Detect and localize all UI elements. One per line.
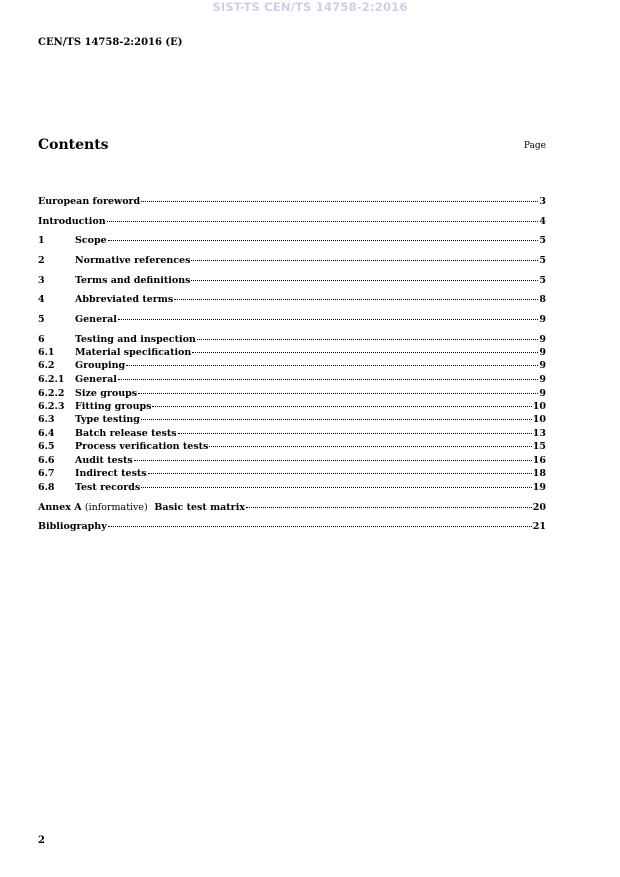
- toc-entry[interactable]: [38, 275, 546, 287]
- toc-entry[interactable]: [38, 441, 546, 453]
- toc-entry-title: Indirect tests: [75, 468, 147, 479]
- dot-leader: [191, 279, 538, 281]
- dot-leader: [192, 351, 538, 353]
- document-id: CEN/TS 14758-2:2016 (E): [38, 37, 183, 48]
- toc-entry[interactable]: [38, 502, 546, 514]
- toc-entry-title: Bibliography: [38, 521, 107, 532]
- toc-entry-page: 13: [532, 428, 546, 439]
- toc-entry-number: 6.8: [38, 482, 55, 493]
- toc-entry-title: Test records: [75, 482, 141, 493]
- toc-entry-number: 6.2.2: [38, 388, 65, 399]
- toc-entry-title: Type testing: [75, 414, 140, 425]
- toc-entry-title: Abbreviated terms: [75, 294, 174, 305]
- dot-leader: [148, 472, 532, 474]
- annex-type: (informative): [84, 502, 148, 513]
- toc-entry-page: 3: [539, 196, 546, 207]
- toc-entry-page: 9: [539, 374, 546, 385]
- dot-leader: [152, 405, 531, 407]
- dot-leader: [138, 392, 538, 394]
- toc-entry[interactable]: [38, 388, 546, 400]
- toc-entry-title: Introduction: [38, 216, 106, 227]
- toc-entry-page: 9: [539, 347, 546, 358]
- toc-entry-title: Grouping: [75, 360, 126, 371]
- toc-entry-number: 6.2.1: [38, 374, 65, 385]
- toc-entry[interactable]: [38, 428, 546, 440]
- toc-entry-page: 19: [532, 482, 546, 493]
- toc-entry-number: 6.6: [38, 455, 55, 466]
- toc-entry-page: 15: [532, 441, 546, 452]
- toc-entry-page: 9: [539, 388, 546, 399]
- dot-leader: [107, 220, 539, 222]
- toc-entry[interactable]: [38, 216, 546, 228]
- toc-entry-number: 3: [38, 275, 45, 286]
- toc-entry-title: General: [75, 374, 117, 385]
- toc-entry-page: 21: [532, 521, 546, 532]
- toc-entry[interactable]: [38, 360, 546, 372]
- toc-entry-number: 6: [38, 334, 45, 345]
- toc-entry-number: 6.7: [38, 468, 55, 479]
- dot-leader: [141, 200, 538, 202]
- toc-entry[interactable]: [38, 294, 546, 306]
- toc-entry-title: Material specification: [75, 347, 192, 358]
- toc-entry[interactable]: [38, 401, 546, 413]
- toc-entry-title: [38, 502, 245, 514]
- dot-leader: [191, 259, 538, 261]
- toc-entry-title: Terms and definitions: [75, 275, 191, 286]
- toc-entry-page: 10: [532, 401, 546, 412]
- dot-leader: [246, 506, 532, 508]
- toc-entry-number: 6.2: [38, 360, 55, 371]
- toc-entry-page: 5: [539, 275, 546, 286]
- toc-entry[interactable]: [38, 521, 546, 533]
- toc-entry-title: Size groups: [75, 388, 138, 399]
- watermark: SIST-TS CEN/TS 14758-2:2016: [212, 0, 408, 14]
- dot-leader: [197, 338, 539, 340]
- toc-entry-title: General: [75, 314, 117, 325]
- toc-entry-page: 5: [539, 255, 546, 266]
- toc-entry-title: Fitting groups: [75, 401, 152, 412]
- toc-entry[interactable]: [38, 482, 546, 494]
- toc-entry-number: 6.1: [38, 347, 55, 358]
- toc-entry[interactable]: [38, 468, 546, 480]
- toc-entry[interactable]: [38, 347, 546, 359]
- toc-entry-number: 6.4: [38, 428, 55, 439]
- toc-entry[interactable]: [38, 414, 546, 426]
- dot-leader: [126, 364, 538, 366]
- dot-leader: [118, 378, 538, 380]
- toc-entry-title: Batch release tests: [75, 428, 177, 439]
- dot-leader: [174, 298, 538, 300]
- page-column-label: Page: [523, 141, 546, 151]
- toc-entry-number: 6.3: [38, 414, 55, 425]
- toc-entry[interactable]: [38, 196, 546, 208]
- toc-entry-number: 4: [38, 294, 45, 305]
- toc-entry-number: 6.2.3: [38, 401, 65, 412]
- contents-heading: Contents: [38, 137, 109, 153]
- toc-entry[interactable]: [38, 255, 546, 267]
- toc-entry-page: 18: [532, 468, 546, 479]
- page-number: 2: [38, 835, 45, 846]
- toc-entry-number: 2: [38, 255, 45, 266]
- toc-entry-page: 9: [539, 360, 546, 371]
- dot-leader: [141, 486, 532, 488]
- dot-leader: [108, 239, 539, 241]
- toc-entry-title: Testing and inspection: [75, 334, 196, 345]
- annex-title: Basic test matrix: [147, 502, 245, 513]
- dot-leader: [178, 432, 532, 434]
- toc-entry-title: European foreword: [38, 196, 141, 207]
- toc-entry-page: 5: [539, 235, 546, 246]
- toc-entry-number: 1: [38, 235, 45, 246]
- toc-entry-page: 20: [532, 502, 546, 513]
- toc-entry[interactable]: [38, 374, 546, 386]
- dot-leader: [209, 445, 531, 447]
- annex-label: Annex A: [38, 502, 85, 513]
- toc-entry-title: Audit tests: [75, 455, 133, 466]
- toc-entry-title: Normative references: [75, 255, 191, 266]
- toc-entry-page: 4: [539, 216, 546, 227]
- toc-entry[interactable]: [38, 314, 546, 326]
- toc-entry-page: 8: [539, 294, 546, 305]
- dot-leader: [108, 525, 532, 527]
- toc-entry[interactable]: [38, 334, 546, 346]
- toc-entry-page: 10: [532, 414, 546, 425]
- toc-entry-title: Process verification tests: [75, 441, 209, 452]
- dot-leader: [118, 318, 538, 320]
- toc-entry[interactable]: [38, 235, 546, 247]
- dot-leader: [141, 418, 532, 420]
- toc-entry-page: 9: [539, 314, 546, 325]
- toc-entry-number: 5: [38, 314, 45, 325]
- toc-entry-title: Scope: [75, 235, 107, 246]
- toc-entry-page: 9: [539, 334, 546, 345]
- dot-leader: [134, 459, 532, 461]
- toc-entry-number: 6.5: [38, 441, 55, 452]
- toc-entry-page: 16: [532, 455, 546, 466]
- toc-entry[interactable]: [38, 455, 546, 467]
